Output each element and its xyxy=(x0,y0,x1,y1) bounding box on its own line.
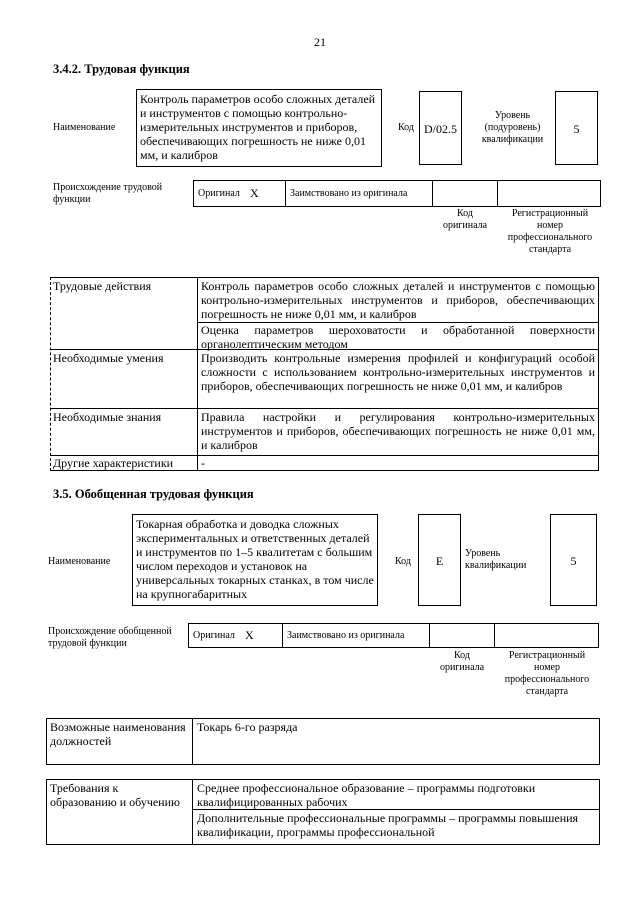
reg-number-caption-35: Регистрационный номер профессионального стандарта xyxy=(504,650,590,697)
level-value-35: 5 xyxy=(550,514,597,606)
education-line-1: Среднее профессиональное образование – программы подготовки квалифицированных рабочих xyxy=(197,781,536,809)
code-value-35: E xyxy=(418,514,461,606)
code-label-35: Код xyxy=(395,556,411,567)
origin-borrowed-35: Заимствовано из оригинала xyxy=(287,630,405,641)
code-label-342: Код xyxy=(398,122,414,133)
education-label: Требования к образованию и обучению xyxy=(50,781,180,809)
code-original-caption-342: Код оригинала xyxy=(442,208,488,231)
table-row: Необходимые умения xyxy=(53,351,164,365)
reg-number-caption-342: Регистрационный номер профессионального стандарта xyxy=(507,208,593,255)
name-label-342: Наименование xyxy=(53,122,116,133)
origin-original-35: Оригинал xyxy=(193,630,235,641)
origin-label-342: Происхождение трудовой функции xyxy=(53,182,163,205)
table-row: Контроль параметров особо сложных деталей и инструментов с помощью контрольно-измерительных инструментов и приборов, обеспечивающих погрешность не ниже 0,01 мм, и калибров xyxy=(201,279,595,321)
table-row: Производить контрольные измерения профилей и конфигураций особой сложности с использованием контрольно-измерительных инструментов и приборов, обеспечивающих погрешность не ниже 0,01 мм, и калибров xyxy=(201,351,595,393)
origin-mark-342: X xyxy=(250,186,259,200)
level-label-35: Уровень квалификации xyxy=(465,548,527,571)
table-row: Правила настройки и регулирования контрольно-измерительных инструментов и приборов, обеспечивающих погрешность не ниже 0,01 мм, и калибров xyxy=(201,410,595,452)
page-number: 21 xyxy=(314,35,326,49)
table-row: - xyxy=(201,456,205,470)
name-label-35: Наименование xyxy=(48,556,111,567)
positions-label: Возможные наименования должностей xyxy=(50,720,186,748)
origin-original-342: Оригинал xyxy=(198,188,240,199)
name-box-35: Токарная обработка и доводка сложных экспериментальных и ответственных деталей и инструментов по 1–5 квалитетам с большим числом переходов и установок на универсальных токарных станках, в том числе на крупногабаритных xyxy=(132,514,378,606)
table-row: Необходимые знания xyxy=(53,410,162,424)
code-original-caption-35: Код оригинала xyxy=(439,650,485,673)
section-heading-342: 3.4.2. Трудовая функция xyxy=(53,62,190,76)
education-line-2: Дополнительные профессиональные программы – программы повышения квалификации, программы профессиональной xyxy=(197,811,579,839)
origin-label-35: Происхождение обобщенной трудовой функции xyxy=(48,626,172,649)
level-label-342: Уровень (подуровень) квалификации xyxy=(481,110,544,145)
education-table xyxy=(46,779,600,905)
section-heading-35: 3.5. Обобщенная трудовая функция xyxy=(53,487,254,501)
positions-value: Токарь 6-го разряда xyxy=(197,720,298,734)
origin-borrowed-342: Заимствовано из оригинала xyxy=(290,188,408,199)
origin-mark-35: X xyxy=(245,628,254,642)
table-row: Оценка параметров шероховатости и обработанной поверхности органолептическим методом xyxy=(201,323,595,351)
level-value-342: 5 xyxy=(555,91,598,165)
name-box-342: Контроль параметров особо сложных деталей и инструментов с помощью контрольно-измерительных инструментов и приборов, обеспечивающих погрешность не ниже 0,01 мм, и калибров xyxy=(136,89,382,167)
table-row: Другие характеристики xyxy=(53,456,174,470)
code-value-342: D/02.5 xyxy=(419,91,462,165)
table-row: Трудовые действия xyxy=(53,279,152,293)
table-342 xyxy=(50,277,599,471)
